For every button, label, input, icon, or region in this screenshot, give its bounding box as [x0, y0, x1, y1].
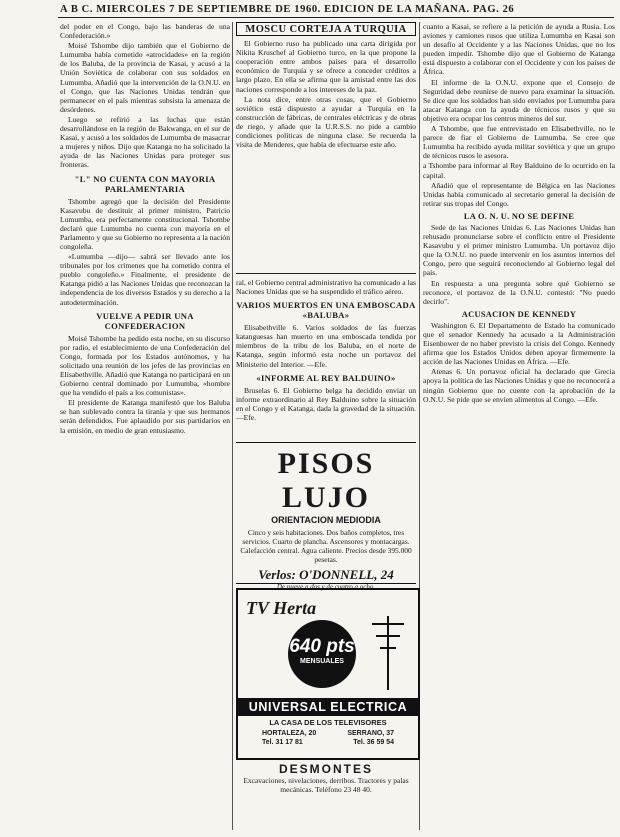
ad-band: UNIVERSAL ELECTRICA — [238, 698, 418, 716]
ad-hours: De nueve a dos y de cuatro a ocho. — [276, 583, 376, 591]
ad-addresses — [238, 730, 418, 747]
article-text: El presidente de Katanga manifestó que los Baluba se han sublevado contra la tiranía y que sus hermanos serán defendidos. Fue aplaudido por sus partidarios en la emisión, en medio de gran entusiasmo. — [60, 398, 230, 435]
article-text: El informe de la O.N.U. expone que el Consejo de Seguridad debe reunirse de nuevo para examinar la situación. Se dice que los soldados han sido enviados por Lumumba para atacar Katanga con la ayuda de técnicos rusos y que su objetivo era ocupar los centros mineros del sur. — [423, 77, 615, 123]
ad-title: DESMONTES — [278, 762, 373, 776]
price-disc — [288, 620, 356, 688]
section-heading: VUELVE A PEDIR UNA CONFEDERACION — [96, 310, 194, 331]
article-text: El Gobierno ruso ha publicado una carta dirigida por Nikita Kruschef al Gobierno turco, en la que propone la cooperación entre ambos países para el desarrollo económico de Turquía y se ofrece a conceder créditos a largo plazo. En ella se afirma que la amistad entre las dos naciones corresponde a los intereses de la paz. — [236, 39, 416, 94]
article-text: En respuesta a una pregunta sobre qué Gobierno se reconoce, el portavoz de la O.N.U. contestó: "No puedo decirlo". — [423, 278, 615, 306]
article-text: Tshombe agregó que la decisión del Presidente Kasavubu de destituir al primer ministro, Patricio Lumumba, era perfectamente constitucional. Tshombe declaró que Lumumba no cuenta con mayoría en el Parlamento y que su Gobierno no representa a la nación congoleña. — [60, 196, 230, 251]
ad-address-left: HORTALEZA, 20 — [262, 730, 317, 737]
column-middle-news — [236, 278, 416, 433]
section-heading: VARIOS MUERTOS EN UNA EMBOSCADA «BALUBA» — [236, 300, 416, 321]
page-header: A B C. MIERCOLES 7 DE SEPTIEMBRE DE 1960. EDICION DE LA MAÑANA. PAG. 26 — [60, 4, 515, 15]
section-heading: "L" NO CUENTA CON MAYORIA PARLAMENTARIA — [74, 173, 216, 194]
section-heading: ACUSACION DE KENNEDY — [461, 309, 577, 319]
middle-rule — [236, 273, 416, 274]
article-text: Washington 6. El Departamento de Estado ha comunicado que el senador Kennedy ha acusado a la Administración Eisenhower de no haber previsto la crisis del Congo. Kennedy afirma que los Estados Unidos deben apoyar firmemente la acción de las Naciones Unidas en África. —Efe. — [423, 320, 615, 367]
article-text: Sede de las Naciones Unidas 6. Las Naciones Unidas han rehusado pronunciarse sobre el conflicto entre el Presidente Kasavubu y el primer ministro Lumumba. Un portavoz dijo que la O.N.U. no puede intervenir en los asuntos internos del Congo, pero que seguirá reconociendo al Gobierno legal del país. — [423, 222, 615, 278]
article-text: a Tshombe para informar al Rey Balduino de lo ocurrido en la capital. — [423, 161, 615, 180]
advertisement-pisos — [236, 442, 416, 591]
article-text: «Lumumba —dijo— sabrá ser llevado ante los tribunales por los crímenes que ha cometido contra el pueblo congoleño.» Finalmente, el presidente de Katanga pidió a las Naciones Unidas que reconozcan la independencia de los diversos Estados y su derecho a la autodeterminación. — [60, 252, 230, 307]
article-text: Moisé Tshombe ha pedido esta noche, en su discurso por radio, el establecimiento de una Confederación del Congo, formada por los Estados autónomos, y ha solicitado una reunión de los jefes de las provincias en Elisabethville. Añadió que Katanga no participará en un Gobierno central dominado por Lumumba, «hombre que ha vendido el país a los comunistas». — [60, 333, 230, 398]
column-divider-1 — [232, 22, 233, 830]
article-text: Bruselas 6. El Gobierno belga ha decidido enviar un informe extraordinario al Rey Balduino sobre la situación en el Congo y el Katanga, dada la gravedad de la situación. —Efe. — [236, 385, 416, 422]
section-heading: LA O. N. U. NO SE DEFINE — [463, 211, 575, 221]
advertisement-tv — [236, 588, 420, 760]
article-title: MOSCU CORTEJA A TURQUIA — [236, 22, 416, 36]
ad-subtitle: ORIENTACION MEDIODIA — [271, 515, 381, 525]
article-text: Elisabethville 6. Varios soldados de las fuerzas katanguesas han muerto en una emboscada tendida por miembros de la tribu de los Baluba, en el norte de Katanga, según informó esta noche un portavoz del Ministerio del Interior. —Efe. — [236, 323, 416, 369]
column-middle-top — [236, 22, 416, 272]
ad-monthly: MENSUALES — [300, 658, 344, 665]
article-text: Moisé Tshombe dijo también que el Gobierno de Lumumba había cometido «atrocidades» en la región de los Baluba, de la provincia de Kasai, y acusó a la Unión Soviética de colaborar con sus soldados en Lumumba. Añadió que la intervención de la O.N.U. en el Congo, que las Naciones Unidas tendrán que permanecer en el país mientras subsista la amenaza de desórdenes. — [60, 41, 230, 114]
ad-address: Verlos: O'DONNELL, 24 — [258, 567, 394, 582]
section-heading: «INFORME AL REY BALDUINO» — [256, 372, 396, 383]
ad-phone-right: Tel. 36 59 54 — [353, 738, 394, 746]
ad-body: Excavaciones, nivelaciones, derribos. Tractores y palas mecánicas. Teléfono 23 48 40. — [243, 776, 409, 794]
ad-address-right: SERRANO, 37 — [347, 730, 394, 737]
ad-body: Cinco y seis habitaciones. Dos baños completos, tres servicios. Cuarto de plancha. Ascensores y montacargas. Calefacción central. Agua caliente. Precios desde 395.000 pesetas. — [240, 528, 412, 564]
ad-price: 640 pts — [289, 636, 355, 657]
ad-brand: TV Herta — [246, 598, 317, 618]
ad-phone-left: Tel. 31 17 81 — [262, 738, 303, 746]
article-text: del poder en el Congo, bajo las banderas de una Confederación.» — [60, 22, 230, 41]
article-text: ral, el Gobierno central administrativo ha comunicado a las Naciones Unidas que se ha suspendido el tráfico aéreo. — [236, 278, 416, 297]
header-rule — [58, 17, 614, 18]
tv-antenna-icon — [366, 610, 410, 690]
column-left — [60, 22, 230, 830]
ad-store: LA CASA DE LOS TELEVISORES — [269, 718, 387, 727]
ad-title: PISOS LUJO — [277, 447, 375, 514]
article-text: cuanto a Kasai, se refiere a la petición de ayuda a Rusia. Los aviones y camiones rusos que utiliza Lumumba en Kasai son un desafío al Occidente y a las Naciones Unidas, que no los pueden impedir. Tshombe dijo que el Gobierno de Katanga está dispuesto a colaborar con el Occidente y con los países de África. — [423, 22, 615, 77]
article-text: Atenas 6. Un portavoz oficial ha declarado que Grecia apoya la política de las Naciones Unidas y que no reconocerá a ningún Gobierno que no cuente con la aprobación de la O.N.U. Se pide que se envíen alimentos al Congo. —Efe. — [423, 367, 615, 404]
article-text: La nota dice, entre otras cosas, que el Gobierno soviético está dispuesto a ayudar a Turquía en la construcción de fábricas, de centrales eléctricas y de obras de riego, y añade que la U.R.S.S. no pide a cambio condiciones políticas de ninguna clase. Se recuerda la visita de Menderes, que había de efectuarse este año. — [236, 94, 416, 150]
column-right — [423, 22, 615, 830]
article-text: Añadió que el representante de Bélgica en las Naciones Unidas había comunicado al secretario general la decisión de retirar sus tropas del Congo. — [423, 180, 615, 208]
article-text: A Tshombe, que fue entrevistado en Elisabethville, no le parece de fiar el Gobierno de Lumumba. Se cree que Lumumba ha recibido ayuda militar soviética y que un grupo de técnicos rusos le asesora. — [423, 124, 615, 161]
advertisement-desmontes — [236, 762, 416, 804]
article-text: Luego se refirió a las luchas que están desarrollándose en la región de Bakwanga, en el sur de Kasai, y acusó a los soldados de Lumumba de masacrar a mujeres y niños. Dijo que Katanga no ha solicitado la ayuda de las Naciones Unidas para proteger sus fronteras. — [60, 114, 230, 170]
